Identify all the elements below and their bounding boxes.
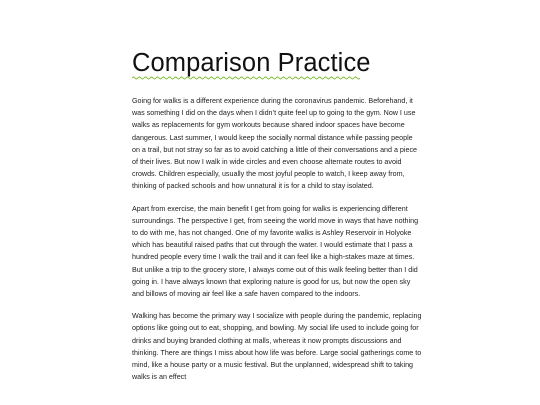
- paragraph-1: Going for walks is a different experience during the coronavirus pandemic. Beforehand, it was something I did on the days when I didn’t quite feel up to going to the gym. Now I use walks as replacements for gym workouts because shared indoor spaces have become dangerous. Last summer, I would keep the socially normal distance while passing people on a trail, but not stray so far as to avoid catching a little of their conversations and a piece of their lives. But now I walk in wide circles and even choose alternate routes to avoid crowds. Children especially, usually the most joyful people to watch, I keep away from, thinking of packed schools and how unnatural it is for a child to stay isolated.: [132, 97, 417, 191]
- document-body[interactable]: [132, 48, 422, 383]
- spellcheck-underline: [132, 76, 360, 80]
- paragraph-2: Apart from exercise, the main benefit I get from going for walks is experiencing different surroundings. The perspective I get, from seeing the world move in ways that have nothing to do with me, has not changed. One of my favorite walks is Ashley Reservoir in Holyoke which has beautiful raised paths that cut through the water. I would estimate that I pass a hundred people every time I walk the trail and it can feel like a high-stakes maze at times. But unlike a trip to the grocery store, I always come out of this walk feeling better than I did going in. I have always known that exploring nature is good for us, but now the open sky and billows of moving air feel like a safe haven compared to the indoors.: [132, 204, 419, 299]
- paragraph-3: Walking has become the primary way I socialize with people during the pandemic, replacing options like going out to eat, shopping, and bowling. My social life used to include going for drinks and buying branded clothing at malls, whereas it now prompts discussions and thinking. There are things I miss about how life was before. Large social gatherings come to mind, like a house party or a music festival. But the unplanned, widespread shift to taking walks is an effect: [132, 312, 422, 382]
- document-title: [132, 48, 371, 78]
- document-title-text: Comparison Practice: [132, 49, 371, 77]
